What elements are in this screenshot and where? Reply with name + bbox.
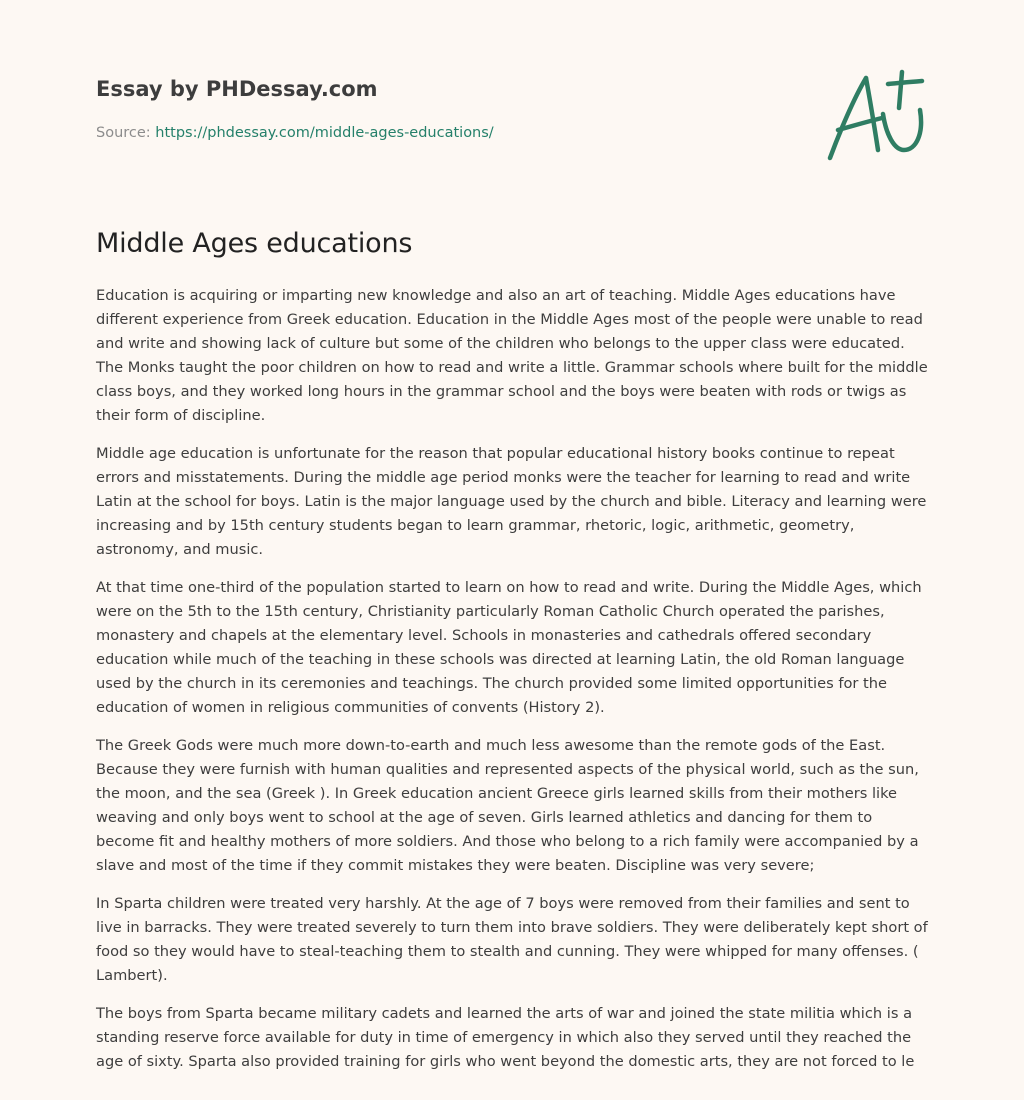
- essay-paragraph: At that time one-third of the population started to learn on how to read and write. During the Middle Ages, which were on the 5th to the 15th century, Christianity particularly Roman Catholic Church operated the parishes, monastery and chapels at the elementary level. Schools in monasteries and cathedrals offered secondary education while much of the teaching in these schools was directed at learning Latin, the old Roman language used by the church in its ceremonies and teachings. The church provided some limited opportunities for the education of women in religious communities of convents (History 2).: [96, 579, 922, 716]
- essay-title: Middle Ages educations: [96, 228, 413, 259]
- a-plus-logo-icon: [820, 66, 932, 166]
- essay-paragraph: The boys from Sparta became military cadets and learned the arts of war and joined the state militia which is a standing reserve force available for duty in time of emergency in which also they served until they reached the age of sixty. Sparta also provided training for girls who went beyond the domestic arts, they are not forced to le: [96, 1005, 915, 1070]
- essay-paragraph: Education is acquiring or imparting new knowledge and also an art of teaching. Middle Ages educations have different experience from Greek education. Education in the Middle Ages most of the people were unable to read and write and showing lack of culture but some of the children who belongs to the upper class were educated. The Monks taught the poor children on how to read and write a little. Grammar schools where built for the middle class boys, and they worked long hours in the grammar school and the boys were beaten with rods or twigs as their form of discipline.: [96, 287, 928, 424]
- essay-paragraph: In Sparta children were treated very harshly. At the age of 7 boys were removed from their families and sent to live in barracks. They were treated severely to turn them into brave soldiers. They were deliberately kept short of food so they would have to steal-teaching them to stealth and cunning. They were whipped for many offenses. ( Lambert).: [96, 895, 928, 984]
- site-title: Essay by PHDessay.com: [96, 77, 378, 101]
- essay-paragraph: Middle age education is unfortunate for the reason that popular educational history books continue to repeat errors and misstatements. During the middle age period monks were the teacher for learning to read and write Latin at the school for boys. Latin is the major language used by the church and bible. Literacy and learning were increasing and by 15th century students began to learn grammar, rhetoric, logic, arithmetic, geometry, astronomy, and music.: [96, 445, 927, 558]
- essay-header: [96, 72, 796, 144]
- source-link[interactable]: https://phdessay.com/middle-ages-educations/: [155, 125, 494, 141]
- essay-paragraph: The Greek Gods were much more down-to-earth and much less awesome than the remote gods of the East. Because they were furnish with human qualities and represented aspects of the physical world, such as the sun, the moon, and the sea (Greek ). In Greek education ancient Greece girls learned skills from their mothers like weaving and only boys went to school at the age of seven. Girls learned athletics and dancing for them to become fit and healthy mothers of more soldiers. And those who belong to a rich family were accompanied by a slave and most of the time if they commit mistakes they were beaten. Discipline was very severe;: [96, 737, 919, 874]
- source-label: Source:: [96, 125, 151, 141]
- essay-body: [96, 284, 932, 1088]
- source-line: [96, 122, 796, 144]
